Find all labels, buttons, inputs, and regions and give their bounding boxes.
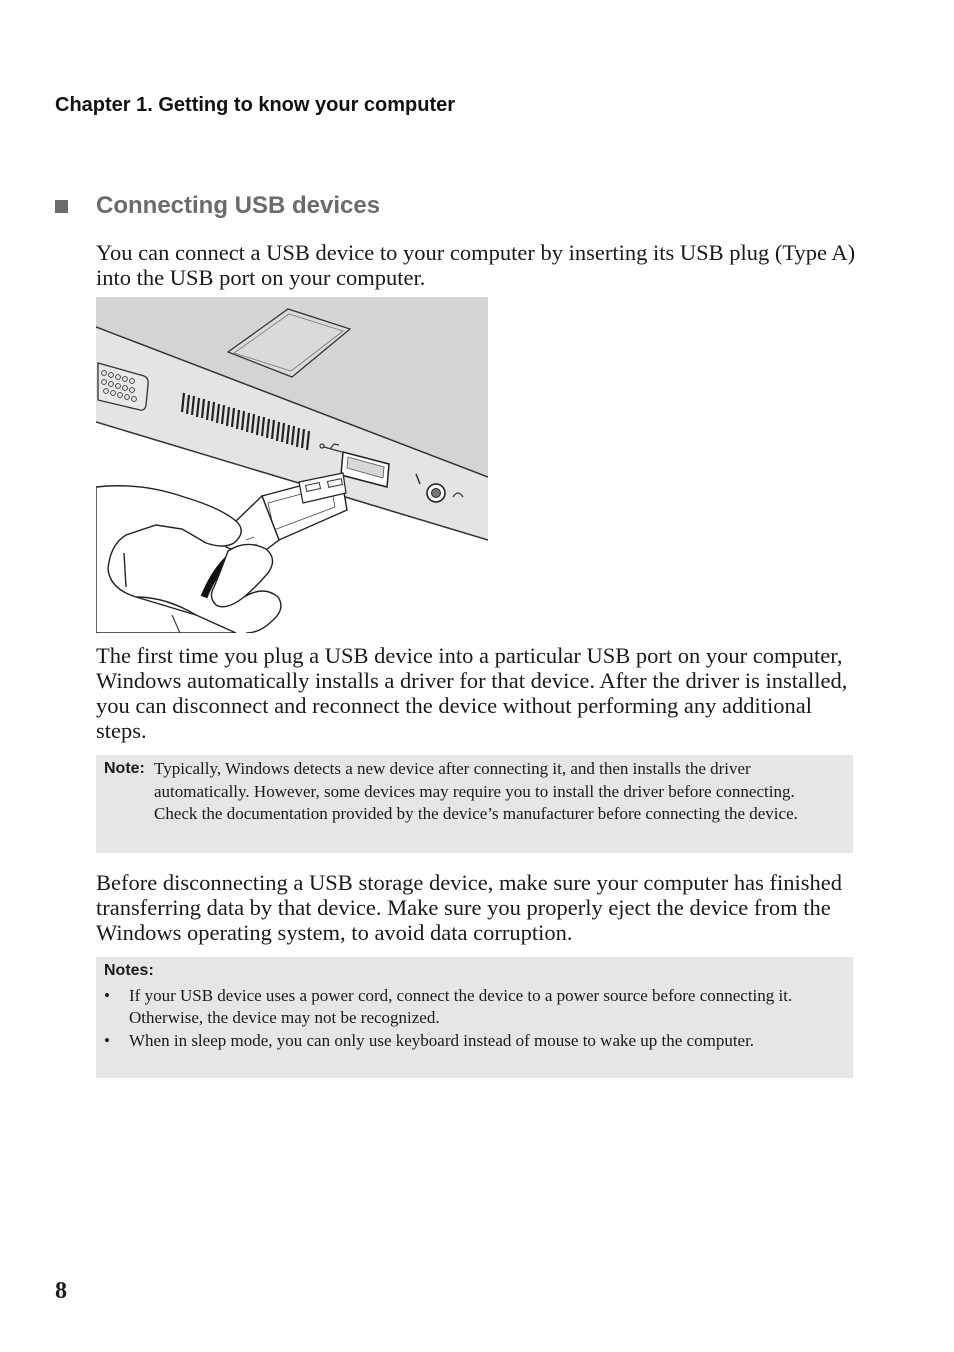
chapter-title: Chapter 1. Getting to know your computer (55, 94, 456, 116)
list-item (104, 985, 839, 1030)
page-number: 8 (55, 1278, 67, 1304)
note-label: Note: (104, 760, 145, 777)
section-title: Connecting USB devices (96, 192, 381, 219)
intro-paragraph: You can connect a USB device to your computer by inserting its USB plug (Type A) into the USB port on your computer. (96, 240, 856, 290)
usb-plug-illustration (96, 297, 488, 633)
bullet-icon: • (104, 1030, 110, 1050)
notes-item-text: When in sleep mode, you can only use keyboard instead of mouse to wake up the computer. (129, 1030, 755, 1050)
notes-label: Notes: (104, 962, 154, 979)
disconnect-paragraph: Before disconnecting a USB storage device, make sure your computer has finished transferring data by that device. Make sure you properly eject the device from the Windows operating system, to avoid data corruption. (96, 870, 843, 945)
first-time-paragraph: The first time you plug a USB device into a particular USB port on your computer, Windows automatically installs a driver for that device. After the driver is installed, you can disconnect and reconnect the device without performing any additional steps. (96, 643, 848, 743)
notes-box (96, 957, 853, 1078)
square-bullet-icon (55, 200, 68, 213)
note-box (96, 755, 853, 853)
section-heading (55, 192, 380, 220)
bullet-icon: • (104, 985, 110, 1005)
list-item (104, 1030, 839, 1053)
note-text: Typically, Windows detects a new device after connecting it, and then installs the driver automatically. However, some devices may require you to install the driver before connecting. Check the documentation provided by the device’s manufacturer before connecting the device. (154, 759, 798, 823)
notes-item-text: If your USB device uses a power cord, connect the device to a power source before connecting it. Otherwise, the device may not be recognized. (129, 985, 793, 1027)
